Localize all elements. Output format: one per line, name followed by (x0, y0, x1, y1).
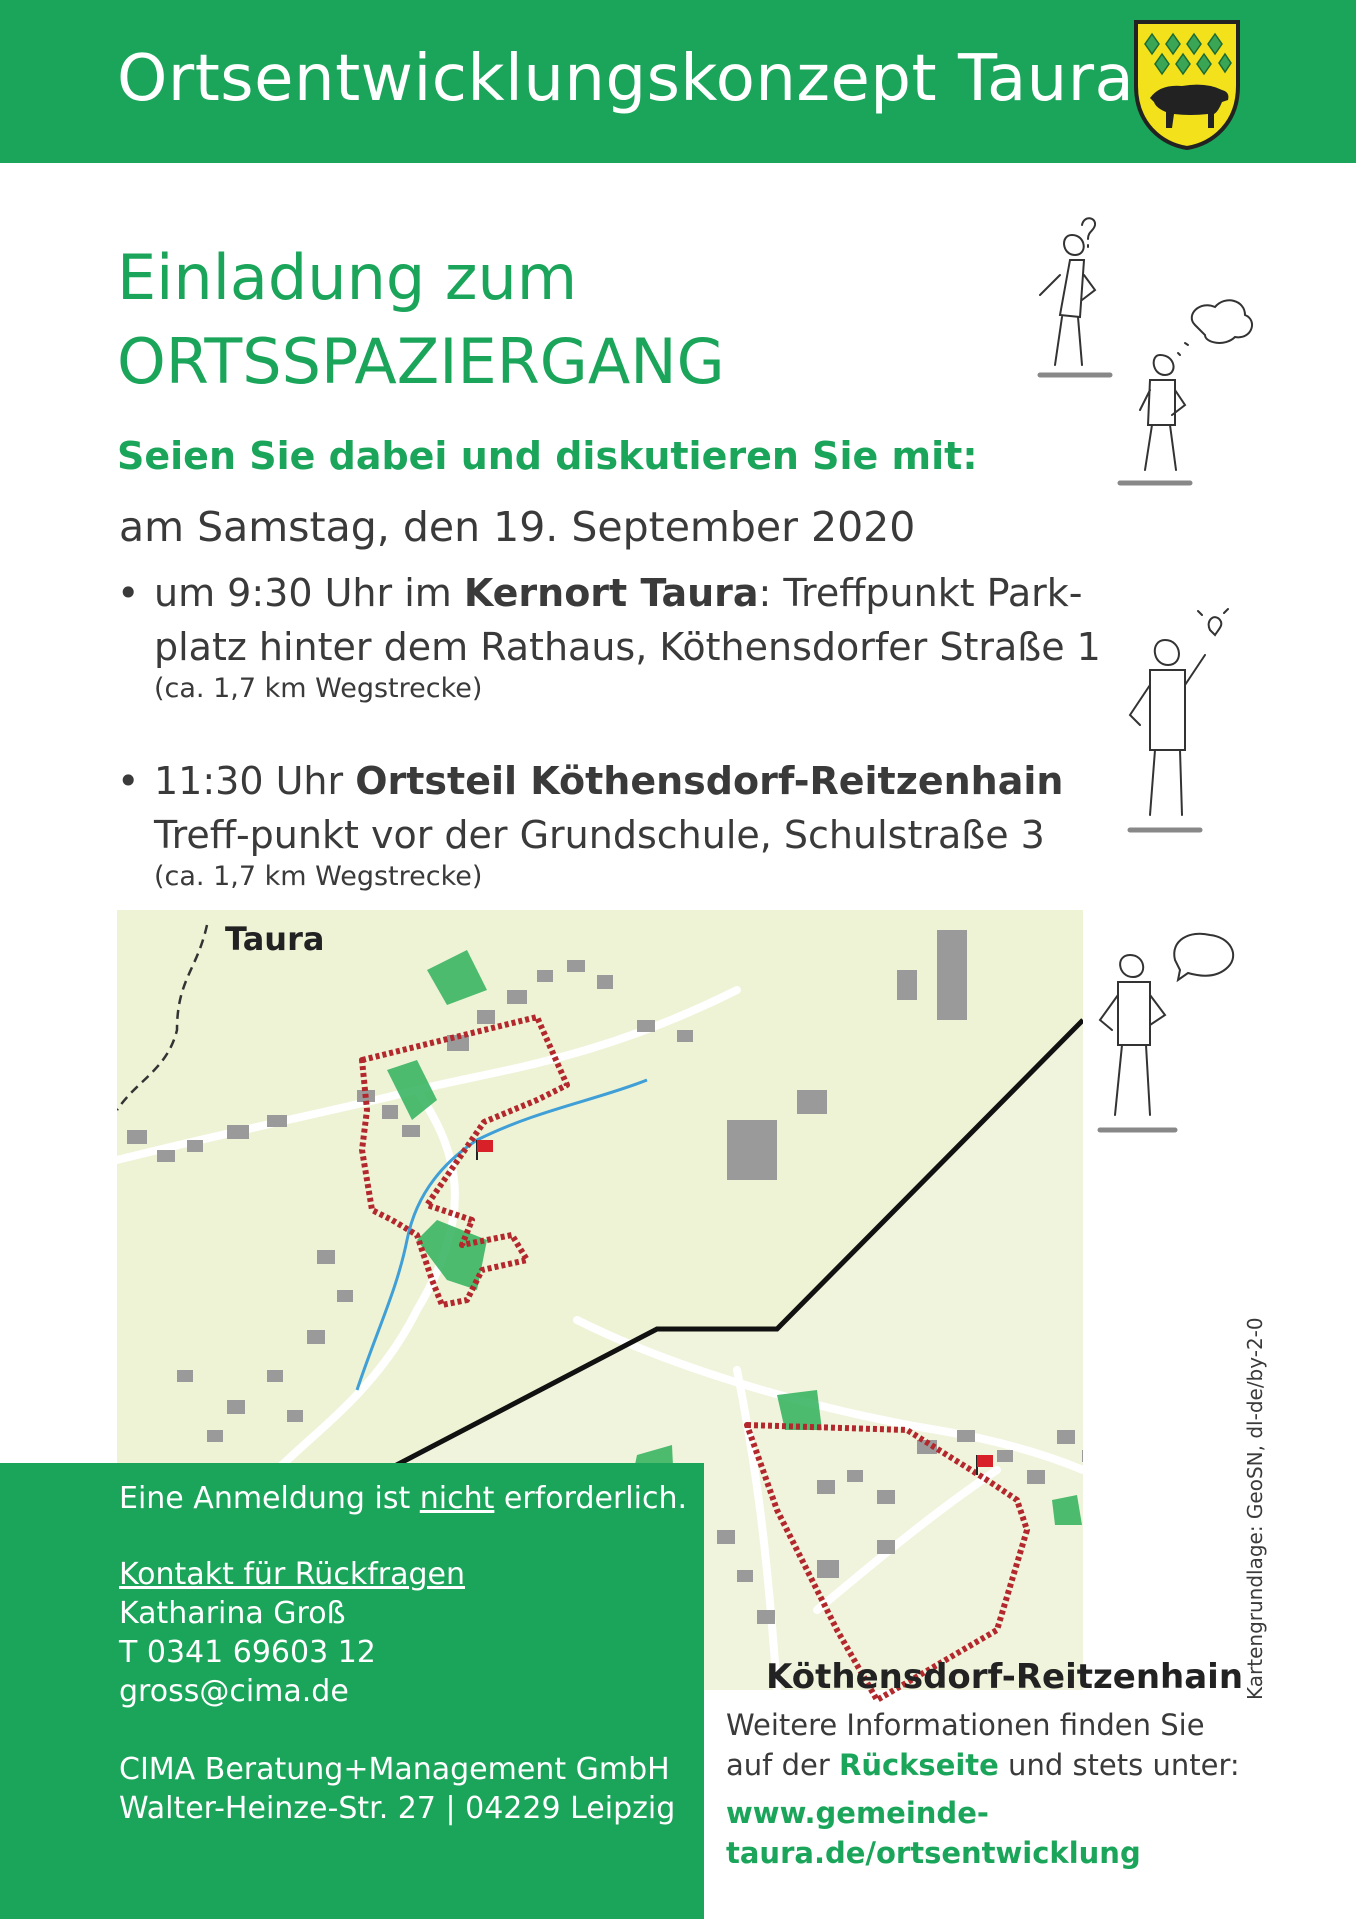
company-name: CIMA Beratung+Management GmbH (119, 1752, 670, 1787)
headline-line-1: Einladung zum (117, 241, 578, 314)
invitation-headline (117, 236, 725, 404)
map-credit: Kartengrundlage: GeoSN, dl-de/by-2-0 (1243, 1317, 1267, 1700)
contact-phone[interactable]: T 0341 69603 12 (119, 1635, 376, 1670)
contact-box (0, 1463, 704, 1919)
contact-email[interactable]: gross@cima.de (119, 1674, 349, 1709)
contact-name: Katharina Groß (119, 1596, 346, 1631)
subline: Seien Sie dabei und diskutieren Sie mit: (117, 434, 978, 478)
stick-figures-illustration (1000, 215, 1270, 1155)
further-info (726, 1705, 1356, 1873)
coat-of-arms-icon (1130, 16, 1244, 151)
bullet: • (117, 571, 140, 615)
company-address: Walter-Heinze-Str. 27 | 04229 Leipzig (119, 1791, 676, 1826)
item-text: um 9:30 Uhr im Kernort Taura: Treffpunkt Park-platz hinter dem Rathaus, Köthensdorfer Straße 1 (154, 571, 1101, 669)
registration-note: Eine Anmeldung ist nicht erforderlich. (119, 1481, 687, 1516)
info-line-2: auf der Rückseite und stets unter: (726, 1748, 1240, 1782)
item-distance: (ca. 1,7 km Wegstrecke) (154, 861, 483, 892)
item-text: 11:30 Uhr Ortsteil Köthensdorf-Reitzenhain Treff-punkt vor der Grundschule, Schulstraße 3 (154, 759, 1064, 857)
list-item-taura (117, 566, 1134, 704)
list-item-koethensdorf (117, 754, 1134, 892)
map-label-taura: Taura (225, 920, 325, 958)
event-date: am Samstag, den 19. September 2020 (119, 503, 916, 551)
item-distance: (ca. 1,7 km Wegstrecke) (154, 673, 483, 704)
website-link[interactable]: www.gemeinde-taura.de/ortsentwicklung (726, 1796, 1141, 1870)
info-line-1: Weitere Informationen finden Sie (726, 1708, 1205, 1742)
headline-line-2: ORTSSPAZIERGANG (117, 325, 725, 398)
back-side-link: Rückseite (838, 1748, 999, 1782)
header-bar (0, 0, 1356, 163)
page-title: Ortsentwicklungskonzept Taura (117, 42, 1135, 116)
contact-heading: Kontakt für Rückfragen (119, 1557, 465, 1592)
map-label-koethensdorf: Köthensdorf-Reitzenhain (766, 1657, 1244, 1697)
bullet: • (117, 759, 140, 803)
